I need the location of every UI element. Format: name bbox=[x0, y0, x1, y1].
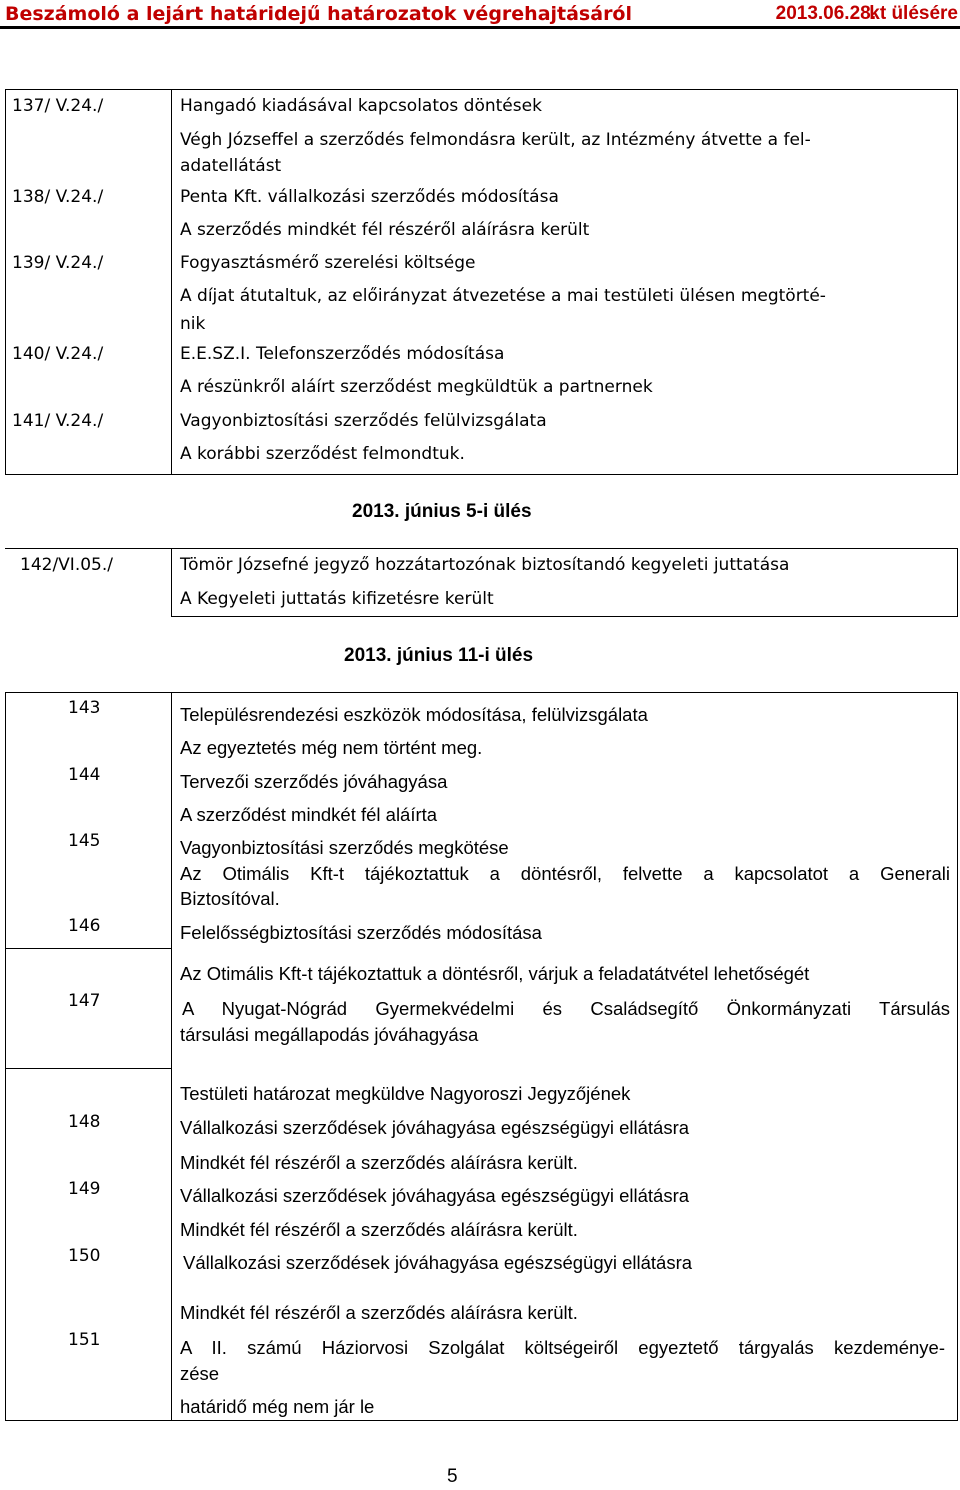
table-border bbox=[171, 548, 172, 617]
resolution-status: Mindkét fél részéről a szerződés aláírásra került. bbox=[180, 1152, 578, 1173]
resolution-title: Vállalkozási szerződések jóváhagyása egészségügyi ellátásra bbox=[180, 1117, 690, 1138]
table-border bbox=[5, 948, 171, 949]
table-border bbox=[957, 548, 958, 617]
resolution-status: Mindkét fél részéről a szerződés aláírásra került. bbox=[180, 1219, 578, 1240]
resolution-number: 142/VI.05./ bbox=[20, 555, 113, 575]
resolution-status: Testületi határozat megküldve Nagyoroszi Jegyzőjének bbox=[180, 1083, 631, 1104]
table-border bbox=[5, 692, 958, 693]
resolution-status: A részünkről aláírt szerződést megküldtük a partnernek bbox=[180, 377, 653, 397]
resolution-status: Az Otimális Kft-t tájékoztattuk a döntésről, felvette a kapcsolatot a Generali bbox=[180, 863, 950, 884]
resolution-status: A korábbi szerződést felmondtuk. bbox=[180, 444, 465, 464]
resolution-number: 144 bbox=[68, 765, 101, 785]
table-border bbox=[171, 89, 172, 475]
resolution-title: társulási megállapodás jóváhagyása bbox=[180, 1024, 479, 1045]
resolution-title: Vállalkozási szerződések jóváhagyása egészségügyi ellátásra bbox=[180, 1185, 690, 1206]
resolution-title: Vagyonbiztosítási szerződés felülvizsgálata bbox=[180, 411, 547, 431]
resolution-number: 141/ V.24./ bbox=[12, 411, 104, 431]
resolution-number: 145 bbox=[68, 831, 101, 851]
resolution-title: Penta Kft. vállalkozási szerződés módosítása bbox=[180, 187, 559, 207]
resolution-number: 139/ V.24./ bbox=[12, 253, 104, 273]
table-border bbox=[5, 692, 6, 1421]
resolution-status: Az egyeztetés még nem történt meg. bbox=[180, 737, 483, 758]
table-border bbox=[957, 692, 958, 1421]
table-border bbox=[5, 89, 958, 90]
resolution-status: A Kegyeleti juttatás kifizetésre került bbox=[180, 589, 494, 609]
resolution-status: nik bbox=[180, 314, 206, 334]
resolution-number: 148 bbox=[68, 1112, 101, 1132]
header-date: 2013.06.28. bbox=[775, 3, 876, 24]
resolution-number: 150 bbox=[68, 1246, 101, 1266]
session-heading: 2013. június 11-i ülés bbox=[344, 645, 534, 666]
resolution-title: Hangadó kiadásával kapcsolatos döntések bbox=[180, 96, 542, 116]
page-number: 5 bbox=[447, 1466, 458, 1487]
resolution-number: 149 bbox=[68, 1179, 101, 1199]
table-border bbox=[5, 548, 958, 549]
table-border bbox=[5, 89, 6, 475]
resolution-number: 137/ V.24./ bbox=[12, 96, 104, 116]
resolution-number: 146 bbox=[68, 916, 101, 936]
resolution-title: Vállalkozási szerződések jóváhagyása egészségügyi ellátásra bbox=[183, 1252, 693, 1273]
resolution-status: A szerződés mindkét fél részéről aláírásra került bbox=[180, 220, 590, 240]
resolution-title: Fogyasztásmérő szerelési költsége bbox=[180, 253, 476, 273]
resolution-title: Vagyonbiztosítási szerződés megkötése bbox=[180, 837, 509, 858]
resolution-title: A Nyugat-Nógrád Gyermekvédelmi és Családsegítő Önkormányzati Társulás bbox=[182, 998, 950, 1019]
table-border bbox=[957, 89, 958, 475]
session-heading: 2013. június 5-i ülés bbox=[352, 501, 532, 522]
resolution-number: 140/ V.24./ bbox=[12, 344, 104, 364]
resolution-number: 143 bbox=[68, 698, 101, 718]
resolution-status: határidő még nem jár le bbox=[180, 1396, 375, 1417]
resolution-number: 147 bbox=[68, 991, 101, 1011]
resolution-title: Felelősségbiztosítási szerződés módosítása bbox=[180, 922, 542, 943]
page-header bbox=[0, 0, 960, 29]
resolution-title: Településrendezési eszközök módosítása, felülvizsgálata bbox=[180, 704, 648, 725]
header-suffix: kt ülésére bbox=[869, 3, 958, 24]
resolution-status: Végh Józseffel a szerződés felmondásra került, az Intézmény átvette a fel- bbox=[180, 130, 811, 150]
resolution-title: E.E.SZ.I. Telefonszerződés módosítása bbox=[180, 344, 505, 364]
resolution-title: Tervezői szerződés jóváhagyása bbox=[180, 771, 448, 792]
table-border bbox=[171, 692, 172, 1421]
resolution-status: A szerződést mindkét fél aláírta bbox=[180, 804, 438, 825]
header-title: Beszámoló a lejárt határidejű határozatok végrehajtásáról bbox=[5, 3, 632, 25]
table-border bbox=[5, 474, 958, 475]
resolution-number: 151 bbox=[68, 1330, 101, 1350]
resolution-title: zése bbox=[180, 1363, 220, 1384]
resolution-status: Biztosítóval. bbox=[180, 888, 280, 909]
table-border bbox=[5, 1068, 171, 1069]
resolution-status: Mindkét fél részéről a szerződés aláírásra került. bbox=[180, 1302, 578, 1323]
resolution-status: Az Otimális Kft-t tájékoztattuk a döntésről, várjuk a feladatátvétel lehetőségét bbox=[180, 963, 810, 984]
table-border bbox=[171, 616, 958, 617]
resolution-number: 138/ V.24./ bbox=[12, 187, 104, 207]
resolution-status: A díjat átutaltuk, az előirányzat átvezetése a mai testületi ülésen megtörté- bbox=[180, 286, 826, 306]
resolution-status: adatellátást bbox=[180, 156, 282, 176]
resolution-title: Tömör Józsefné jegyző hozzátartozónak biztosítandó kegyeleti juttatása bbox=[180, 555, 790, 575]
table-border bbox=[5, 1420, 958, 1421]
resolution-title: A II. számú Háziorvosi Szolgálat költségeiről egyeztető tárgyalás kezdeménye- bbox=[180, 1337, 945, 1358]
